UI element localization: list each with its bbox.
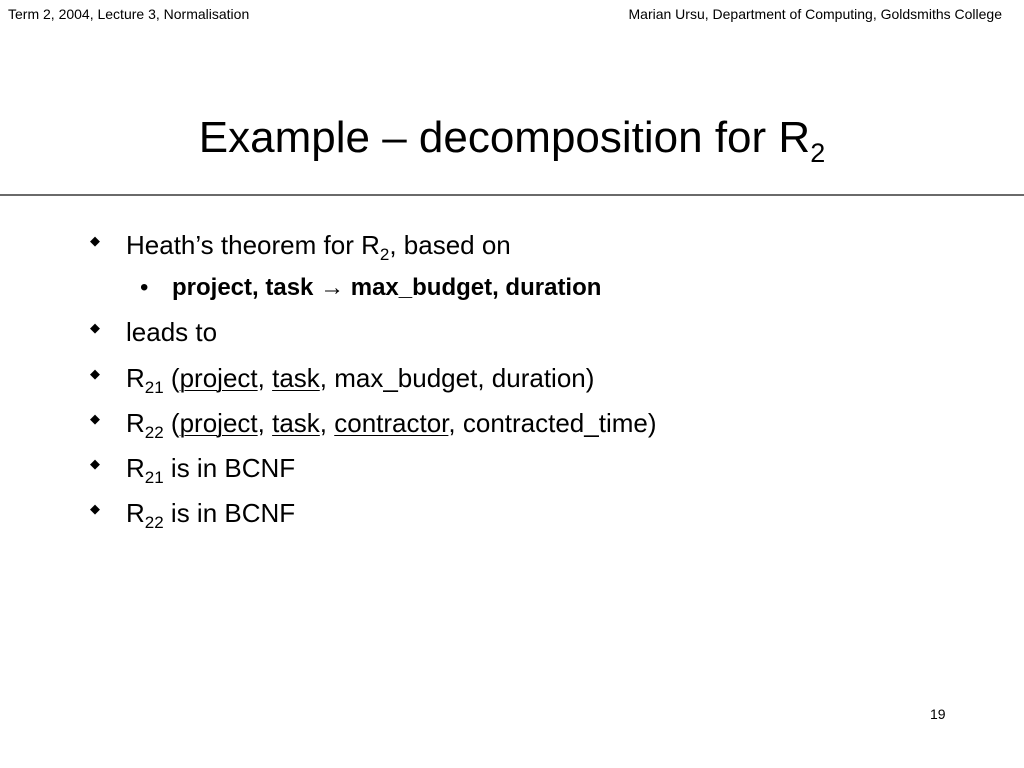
- relation-name: R: [126, 408, 145, 438]
- slide-title-subscript: 2: [810, 138, 826, 168]
- diamond-bullet-icon: ◆: [90, 233, 100, 249]
- relation-subscript: 2: [379, 245, 390, 264]
- bullet-text: ,: [257, 363, 273, 393]
- relation-name: R: [126, 498, 145, 528]
- bullet-text: Heath’s theorem for R: [126, 230, 380, 260]
- relation-subscript: 22: [144, 513, 164, 532]
- relation-name: R: [126, 453, 145, 483]
- bullet-text: ,: [319, 408, 335, 438]
- arrow-icon: →: [320, 274, 345, 301]
- key-attribute-task: task: [272, 363, 320, 393]
- sub-bullet-dependency: [140, 272, 601, 304]
- bullet-text: (: [163, 408, 180, 438]
- bullet-text: , based on: [389, 230, 511, 260]
- bullet-r21-schema: [90, 361, 594, 399]
- bullet-text: is in BCNF: [163, 498, 296, 528]
- bullet-text: , max_budget, duration): [319, 363, 595, 393]
- diamond-bullet-icon: ◆: [90, 320, 100, 336]
- header-right-text: Marian Ursu, Department of Computing, Goldsmiths College: [628, 6, 1002, 22]
- bullet-text: , contracted_time): [448, 408, 657, 438]
- bullet-heath-theorem: [90, 228, 511, 266]
- relation-name: R: [126, 363, 145, 393]
- key-attribute-project: project: [179, 408, 258, 438]
- bullet-leads-to: [90, 315, 217, 351]
- dependency-rhs: max_budget, duration: [350, 274, 602, 301]
- slide-title: [0, 110, 1024, 171]
- header-left-text: Term 2, 2004, Lecture 3, Normalisation: [8, 6, 250, 22]
- slide-title-text: Example – decomposition for R: [198, 113, 811, 162]
- relation-subscript: 21: [144, 468, 164, 487]
- bullet-r21-bcnf: [90, 451, 295, 489]
- diamond-bullet-icon: ◆: [90, 456, 100, 472]
- bullet-r22-schema: [90, 406, 657, 444]
- diamond-bullet-icon: ◆: [90, 501, 100, 517]
- key-attribute-contractor: contractor: [334, 408, 449, 438]
- dot-bullet-icon: •: [140, 274, 149, 301]
- relation-subscript: 22: [144, 423, 164, 442]
- relation-subscript: 21: [144, 378, 164, 397]
- bullet-text: ,: [257, 408, 273, 438]
- dependency-lhs: project, task: [172, 274, 314, 301]
- bullet-text: (: [163, 363, 180, 393]
- bullet-text: leads to: [126, 317, 218, 347]
- bullet-r22-bcnf: [90, 496, 295, 534]
- key-attribute-task: task: [272, 408, 320, 438]
- diamond-bullet-icon: ◆: [90, 366, 100, 382]
- page-number: 19: [930, 706, 946, 722]
- title-divider: [0, 194, 1024, 196]
- bullet-text: is in BCNF: [163, 453, 296, 483]
- key-attribute-project: project: [179, 363, 258, 393]
- diamond-bullet-icon: ◆: [90, 411, 100, 427]
